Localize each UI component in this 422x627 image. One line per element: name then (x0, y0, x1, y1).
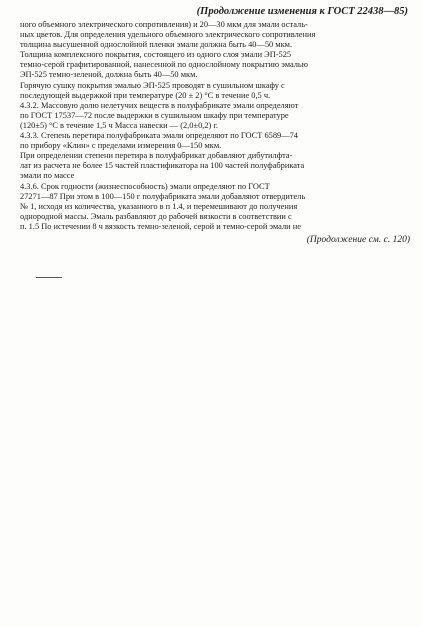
text-line: эмали по массе (20, 171, 75, 181)
text-line: 4.3.6. Срок годности (жизнеспособность) эмали определяют по ГОСТ (20, 181, 270, 191)
text-line: лат из расчета не более 15 частей пластификатора на 100 частей полуфабриката (20, 161, 305, 171)
text-line: Горячую сушку покрытия эмалью ЭП-525 проводят в сушильном шкафу с (20, 80, 285, 90)
text-line: по прибору «Клин» с пределами измерения 0—150 мкм. (20, 141, 222, 151)
text-line: последующей выдержкой при температуре (20 ± 2) °С в течение 0,5 ч. (20, 90, 271, 100)
text-line: 27271—87 При этом в 100—150 г полуфабриката эмали добавляют отвердитель (20, 191, 306, 201)
text-line: 4.3.3. Степень перетира полуфабриката эмали определяют по ГОСТ 6589—74 (20, 131, 298, 141)
text-line: ных цветов. Для определения удельного объемного электрического сопротивления (20, 30, 316, 40)
page-header: (Продолжение изменения к ГОСТ 22438—85) (196, 6, 408, 17)
text-line: ного объемного электрического сопротивления) и 20—30 мкм для эмали осталь- (20, 20, 308, 29)
document-body (20, 20, 414, 245)
text-line: (120±5) °С в течение 1,5 ч Масса навески — (2,0±0,2) г. (20, 120, 218, 130)
continuation-note: (Продолжение см. с. 120) (306, 234, 410, 245)
text-line: темно-серой графитированной, нанесенной по однослойному покрытию эмалью (20, 60, 309, 70)
separator-rule (36, 277, 62, 278)
text-line: однородной массы. Эмаль разбавляют до рабочей вязкости в соответствии с (20, 211, 292, 221)
text-line: Толщина комплексного покрытия, состоящего из одного слоя эмали ЭП-525 (20, 50, 292, 60)
text-line: № 1, исходя из количества, указанного в п 1.4, и перемешивают до получения (20, 201, 298, 211)
text-line: При определении степени перетира в полуфабрикат добавляют дибутилфта- (20, 151, 293, 161)
text-line: ЭП-525 темно-зеленой, должна быть 40—50 мкм. (20, 70, 198, 80)
text-line: 4.3.2. Массовую долю нелетучих веществ в полуфабрикате эмали определяют (20, 100, 299, 110)
text-line: по ГОСТ 17537—72 после выдержки в сушильном шкафу при температуре (20, 110, 289, 120)
text-line: толщина высушенной однослойной пленки эмали должна быть 40—50 мкм. (20, 40, 293, 50)
text-line: п. 1.5 По истечении 8 ч вязкость темно-зеленой, серой и темно-серой эмали не (20, 221, 301, 231)
